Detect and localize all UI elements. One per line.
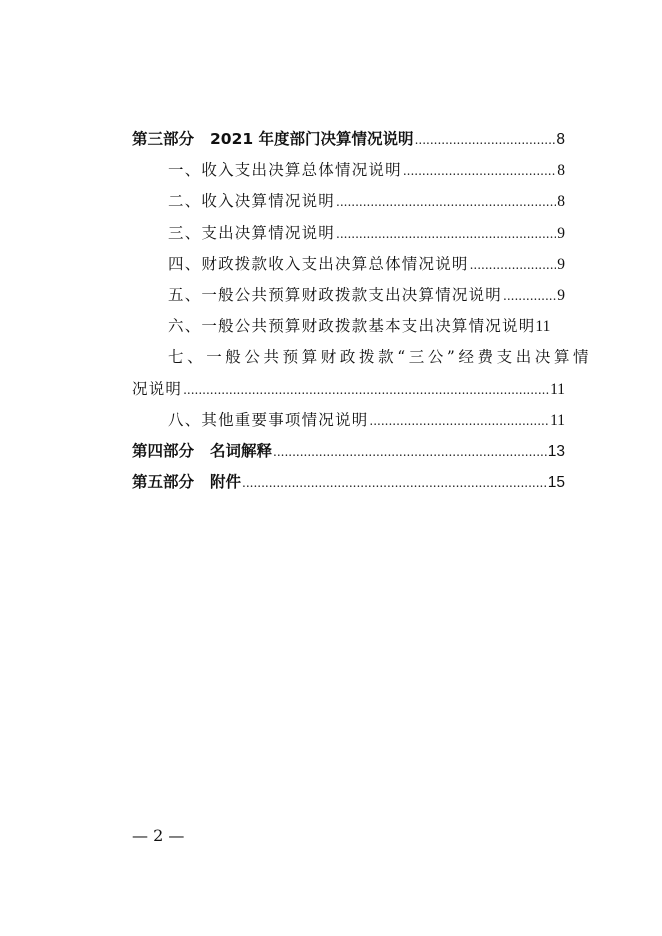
toc-entry-part5[interactable] — [132, 467, 565, 498]
toc-label: 五、一般公共预算财政拨款支出决算情况说明 — [168, 285, 503, 304]
toc-label: 二、收入决算情况说明 — [168, 192, 336, 211]
toc-entry-part3[interactable] — [132, 124, 565, 155]
page-footer-number: — 2 — — [132, 826, 185, 845]
dot-leader — [336, 219, 556, 250]
page-number: 9 — [557, 255, 565, 273]
toc-entry-item5[interactable] — [132, 280, 565, 311]
dot-leader — [503, 281, 556, 312]
page-number: 11 — [535, 318, 551, 336]
page-number: 8 — [556, 131, 565, 148]
dot-leader — [403, 156, 556, 187]
page-number: 9 — [557, 286, 565, 304]
dot-leader — [415, 125, 556, 156]
part3-title: 第三部分 — [132, 130, 195, 148]
toc-label: 况说明 — [132, 379, 183, 398]
toc-label: 一、收入支出决算总体情况说明 — [168, 161, 402, 180]
page-number: 13 — [547, 442, 565, 460]
dot-leader — [273, 437, 547, 468]
dot-leader — [183, 375, 549, 406]
toc-entry-part4[interactable] — [132, 436, 565, 467]
toc-entry-item7-line2[interactable] — [132, 374, 565, 405]
toc-entry-item4[interactable] — [132, 249, 565, 280]
toc-label: 八、其他重要事项情况说明 — [168, 410, 369, 429]
toc-entry-item7-line1[interactable] — [132, 342, 593, 373]
toc-label: 四、财政拨款收入支出决算总体情况说明 — [168, 254, 469, 273]
page-number: 11 — [550, 380, 565, 398]
table-of-contents — [132, 124, 593, 498]
part4-subtitle: 名词解释 — [210, 441, 273, 460]
toc-entry-item1[interactable] — [132, 155, 565, 186]
toc-entry-item3[interactable] — [132, 218, 565, 249]
page-number: 9 — [557, 224, 565, 242]
toc-label: 六、一般公共预算财政拨款基本支出决算情况说明 — [168, 317, 536, 336]
dot-leader — [470, 250, 557, 281]
dot-leader — [336, 187, 556, 218]
part5-title: 第五部分 — [132, 473, 195, 492]
toc-label: 三、支出决算情况说明 — [168, 223, 336, 242]
page-number: 8 — [557, 193, 565, 211]
part4-title: 第四部分 — [132, 441, 195, 460]
page-number: 11 — [550, 411, 565, 429]
part5-subtitle: 附件 — [210, 473, 242, 492]
part3-subtitle: 2021 年度部门决算情况说明 — [210, 130, 414, 148]
toc-entry-item6[interactable] — [132, 311, 565, 342]
toc-label: 七、一般公共预算财政拨款“三公”经费支出决算情 — [168, 348, 593, 367]
page-number: 15 — [547, 474, 565, 492]
page-number: 8 — [557, 162, 565, 180]
toc-entry-item2[interactable] — [132, 186, 565, 217]
dot-leader — [369, 406, 549, 437]
dot-leader — [242, 468, 547, 499]
toc-entry-item8[interactable] — [132, 405, 565, 436]
